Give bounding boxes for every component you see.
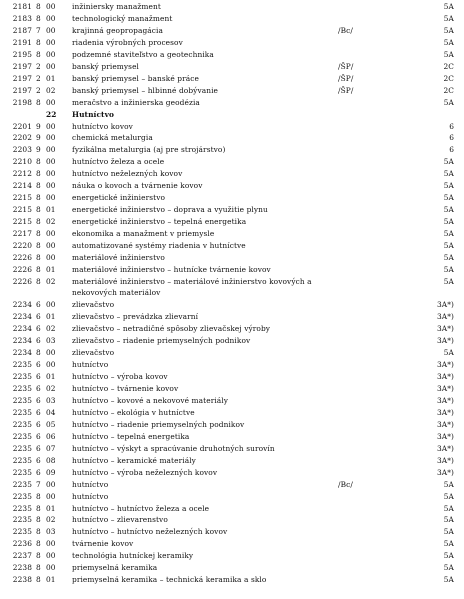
list-item bbox=[0, 204, 464, 216]
field-code: 2214 bbox=[12, 181, 32, 191]
list-item bbox=[0, 455, 464, 467]
degree-label: /ŠP/ bbox=[338, 85, 354, 95]
field-subcode: 02 bbox=[46, 324, 56, 334]
list-item bbox=[0, 503, 464, 515]
level-code: 5A bbox=[443, 25, 454, 35]
field-subcode: 03 bbox=[46, 395, 56, 405]
field-subcode: 01 bbox=[46, 73, 56, 83]
field-code: 2197 bbox=[12, 85, 32, 95]
field-subcode: 00 bbox=[46, 61, 56, 71]
field-code: 2198 bbox=[12, 97, 32, 107]
level-code: 5A bbox=[443, 563, 454, 573]
field-name: hutníctvo – hutníctvo železa a ocele bbox=[72, 503, 210, 513]
field-subcode: 00 bbox=[46, 97, 56, 107]
field-name: hutníctvo – keramické materiály bbox=[72, 455, 196, 465]
field-subcode: 00 bbox=[46, 49, 56, 59]
field-subcode: 01 bbox=[46, 503, 56, 513]
list-item bbox=[0, 168, 464, 180]
list-item bbox=[0, 97, 464, 109]
field-name: zlievačstvo – netradičné spôsoby zlievačskej výroby bbox=[72, 324, 271, 334]
field-digit: 8 bbox=[36, 229, 41, 239]
field-digit: 6 bbox=[36, 384, 41, 393]
field-name: hutníctvo – výroba neželezných kovov bbox=[72, 467, 218, 477]
field-code: 2234 bbox=[12, 300, 32, 310]
level-code: 3A*) bbox=[436, 395, 454, 405]
level-code: 3A*) bbox=[436, 443, 454, 453]
list-item bbox=[0, 562, 464, 574]
list-item bbox=[0, 431, 464, 443]
field-code: 2197 bbox=[12, 61, 32, 71]
level-code: 5A bbox=[443, 491, 454, 501]
list-item bbox=[0, 467, 464, 479]
field-code: 2234 bbox=[12, 312, 32, 322]
field-name: hutníctvo – kovové a nekovové materiály bbox=[72, 395, 229, 405]
field-code: 2212 bbox=[12, 169, 32, 179]
field-digit: 2 bbox=[36, 85, 41, 95]
list-item bbox=[0, 240, 464, 252]
field-code: 2235 bbox=[12, 467, 32, 477]
level-code: 6 bbox=[449, 133, 454, 143]
list-item bbox=[0, 347, 464, 359]
list-item bbox=[0, 61, 464, 73]
field-name: energetické inžinierstvo – tepelná energetika bbox=[72, 217, 247, 227]
field-digit: 8 bbox=[36, 551, 41, 561]
field-name: hutníctvo – výskyt a spracúvanie druhotných surovín bbox=[72, 443, 275, 453]
list-item bbox=[0, 25, 464, 37]
field-digit: 9 bbox=[36, 145, 41, 155]
level-code: 5A bbox=[443, 157, 454, 167]
field-subcode: 02 bbox=[46, 515, 56, 525]
field-name: priemyselná keramika – technická keramika a sklo bbox=[72, 575, 267, 585]
field-subcode: 00 bbox=[46, 348, 56, 358]
level-code: 3A*) bbox=[436, 384, 454, 393]
field-subcode: 01 bbox=[46, 312, 56, 322]
field-subcode: 00 bbox=[46, 563, 56, 573]
level-code: 5A bbox=[443, 205, 454, 215]
field-name: hutníctvo – hutníctvo neželezných kovov bbox=[72, 527, 228, 537]
level-code: 5A bbox=[443, 49, 454, 59]
field-subcode: 00 bbox=[46, 491, 56, 501]
field-subcode: 00 bbox=[46, 193, 56, 203]
list-item bbox=[0, 443, 464, 455]
field-name: hutníctvo – výroba kovov bbox=[72, 372, 168, 382]
field-name: hutníctvo kovov bbox=[72, 121, 133, 131]
field-name: podzemné staviteľstvo a geotechnika bbox=[72, 49, 214, 59]
list-item bbox=[0, 144, 464, 156]
field-digit: 6 bbox=[36, 395, 41, 405]
level-code: 3A*) bbox=[436, 455, 454, 465]
level-code: 2C bbox=[443, 61, 454, 71]
field-subcode: 00 bbox=[46, 181, 56, 191]
field-name: hutníctvo bbox=[72, 479, 109, 489]
field-digit: 8 bbox=[36, 169, 41, 179]
field-digit: 7 bbox=[36, 479, 41, 489]
level-code: 3A*) bbox=[436, 372, 454, 382]
field-digit: 8 bbox=[36, 527, 41, 537]
field-digit: 6 bbox=[36, 372, 41, 382]
level-code: 5A bbox=[443, 252, 454, 262]
field-code: 2235 bbox=[12, 527, 32, 537]
field-code: 2235 bbox=[12, 419, 32, 429]
field-subcode: 02 bbox=[46, 85, 56, 95]
field-code: 2235 bbox=[12, 395, 32, 405]
level-code: 5A bbox=[443, 575, 454, 585]
field-name: fyzikálna metalurgia (aj pre strojárstvo) bbox=[72, 145, 226, 155]
field-code: 2215 bbox=[12, 217, 32, 227]
field-code: 2202 bbox=[12, 133, 32, 143]
field-code: 2197 bbox=[12, 73, 32, 83]
field-digit: 6 bbox=[36, 312, 41, 322]
field-name: tvárnenie kovov bbox=[72, 539, 134, 549]
field-subcode: 02 bbox=[46, 276, 56, 286]
field-subcode: 00 bbox=[46, 2, 56, 11]
list-item bbox=[0, 49, 464, 61]
field-name: Hutníctvo bbox=[72, 109, 114, 119]
field-digit: 8 bbox=[36, 13, 41, 23]
field-subcode: 00 bbox=[46, 241, 56, 250]
field-name: technologický manažment bbox=[72, 13, 173, 23]
field-digit: 2 bbox=[36, 73, 41, 83]
field-name: zlievačstvo – riadenie priemyselných podnikov bbox=[72, 336, 251, 346]
field-code: 2235 bbox=[12, 384, 32, 393]
field-digit: 22 bbox=[46, 109, 57, 119]
field-name: hutníctvo neželezných kovov bbox=[72, 169, 183, 179]
level-code: 6 bbox=[449, 121, 454, 131]
list-item bbox=[0, 252, 464, 264]
list-item bbox=[0, 156, 464, 168]
field-code: 2226 bbox=[12, 252, 32, 262]
field-code: 2215 bbox=[12, 193, 32, 203]
field-name: hutníctvo – tepelná energetika bbox=[72, 431, 190, 441]
field-name: chemická metalurgia bbox=[72, 133, 153, 143]
field-name: meračstvo a inžinierska geodézia bbox=[72, 97, 200, 107]
field-code: 2237 bbox=[12, 551, 32, 561]
field-code: 2187 bbox=[12, 25, 32, 35]
list-item bbox=[0, 13, 464, 25]
level-code: 6 bbox=[449, 145, 454, 155]
field-code: 2226 bbox=[12, 276, 32, 286]
field-name: banský priemysel bbox=[72, 61, 140, 71]
field-name: materiálové inžinierstvo bbox=[72, 252, 165, 262]
level-code: 5A bbox=[443, 527, 454, 537]
field-subcode: 04 bbox=[46, 407, 56, 417]
level-code: 3A*) bbox=[436, 336, 454, 346]
field-digit: 8 bbox=[36, 205, 41, 215]
level-code: 2C bbox=[443, 73, 454, 83]
field-digit: 6 bbox=[36, 300, 41, 310]
field-name: technológia hutníckej keramiky bbox=[72, 551, 194, 561]
field-code: 2191 bbox=[12, 37, 32, 47]
field-digit: 8 bbox=[36, 515, 41, 525]
field-digit: 6 bbox=[36, 360, 41, 370]
section-heading bbox=[0, 109, 464, 121]
field-subcode: 01 bbox=[46, 264, 56, 274]
field-code: 2235 bbox=[12, 360, 32, 370]
field-digit: 8 bbox=[36, 503, 41, 513]
field-digit: 7 bbox=[36, 25, 41, 35]
field-subcode: 00 bbox=[46, 229, 56, 239]
field-digit: 6 bbox=[36, 455, 41, 465]
list-item bbox=[0, 192, 464, 204]
field-digit: 8 bbox=[36, 2, 41, 11]
field-subcode: 01 bbox=[46, 575, 56, 585]
field-subcode: 02 bbox=[46, 384, 56, 393]
level-code: 5A bbox=[443, 241, 454, 250]
field-subcode: 00 bbox=[46, 539, 56, 549]
level-code: 5A bbox=[443, 348, 454, 358]
field-code: 2234 bbox=[12, 336, 32, 346]
field-name: priemyselná keramika bbox=[72, 563, 158, 573]
field-name: hutníctvo – zlievarenstvo bbox=[72, 515, 168, 525]
field-digit: 8 bbox=[36, 575, 41, 585]
field-digit: 6 bbox=[36, 443, 41, 453]
field-subcode: 09 bbox=[46, 467, 56, 477]
list-item bbox=[0, 299, 464, 311]
field-code: 2226 bbox=[12, 264, 32, 274]
field-digit: 8 bbox=[36, 217, 41, 227]
degree-label: /ŠP/ bbox=[338, 73, 354, 83]
field-subcode: 00 bbox=[46, 252, 56, 262]
level-code: 5A bbox=[443, 169, 454, 179]
field-name: materiálové inžinierstvo – hutnícke tvárnenie kovov bbox=[72, 264, 271, 274]
field-name: hutníctvo – riadenie priemyselných podnikov bbox=[72, 419, 245, 429]
field-code: 2220 bbox=[12, 241, 32, 250]
list-item bbox=[0, 407, 464, 419]
level-code: 5A bbox=[443, 479, 454, 489]
field-subcode: 00 bbox=[46, 37, 56, 47]
list-item bbox=[0, 85, 464, 97]
field-name: hutníctvo bbox=[72, 491, 109, 501]
field-subcode: 05 bbox=[46, 419, 56, 429]
field-subcode: 01 bbox=[46, 205, 56, 215]
field-code: 2235 bbox=[12, 515, 32, 525]
level-code: 5A bbox=[443, 276, 454, 286]
list-item bbox=[0, 574, 464, 586]
field-subcode: 00 bbox=[46, 133, 56, 143]
field-digit: 8 bbox=[36, 97, 41, 107]
field-code: 2235 bbox=[12, 455, 32, 465]
field-digit: 9 bbox=[36, 133, 41, 143]
field-code: 2235 bbox=[12, 503, 32, 513]
degree-label: /ŠP/ bbox=[338, 61, 354, 71]
level-code: 5A bbox=[443, 13, 454, 23]
list-item bbox=[0, 550, 464, 562]
field-digit: 8 bbox=[36, 276, 41, 286]
list-item bbox=[0, 264, 464, 276]
list-item bbox=[0, 1, 464, 13]
field-name: energetické inžinierstvo – doprava a využitie plynu bbox=[72, 205, 268, 215]
list-item bbox=[0, 311, 464, 323]
field-code: 2181 bbox=[12, 2, 32, 11]
field-subcode: 08 bbox=[46, 455, 56, 465]
field-subcode: 02 bbox=[46, 217, 56, 227]
field-digit: 8 bbox=[36, 348, 41, 358]
field-code: 2235 bbox=[12, 372, 32, 382]
field-digit: 6 bbox=[36, 419, 41, 429]
field-digit: 8 bbox=[36, 49, 41, 59]
list-item bbox=[0, 335, 464, 347]
field-subcode: 03 bbox=[46, 527, 56, 537]
field-digit: 6 bbox=[36, 336, 41, 346]
field-name: inžiniersky manažment bbox=[72, 2, 161, 11]
list-item bbox=[0, 491, 464, 503]
field-code: 2235 bbox=[12, 443, 32, 453]
field-subcode: 00 bbox=[46, 169, 56, 179]
degree-label: /Bc/ bbox=[338, 479, 353, 489]
level-code: 5A bbox=[443, 181, 454, 191]
list-item bbox=[0, 419, 464, 431]
list-item bbox=[0, 383, 464, 395]
field-digit: 6 bbox=[36, 324, 41, 334]
field-subcode: 00 bbox=[46, 551, 56, 561]
list-item bbox=[0, 371, 464, 383]
list-item bbox=[0, 479, 464, 491]
field-code: 2215 bbox=[12, 205, 32, 215]
field-digit: 8 bbox=[36, 157, 41, 167]
level-code: 5A bbox=[443, 503, 454, 513]
field-code: 2201 bbox=[12, 121, 32, 131]
list-item bbox=[0, 180, 464, 192]
field-name: materiálové inžinierstvo – materiálové inžinierstvo kovových a nekovových materiálov bbox=[72, 276, 312, 297]
level-code: 3A*) bbox=[436, 300, 454, 310]
field-subcode: 03 bbox=[46, 336, 56, 346]
field-digit: 8 bbox=[36, 241, 41, 250]
field-digit: 8 bbox=[36, 491, 41, 501]
field-subcode: 00 bbox=[46, 25, 56, 35]
level-code: 5A bbox=[443, 2, 454, 11]
field-subcode: 01 bbox=[46, 372, 56, 382]
field-digit: 8 bbox=[36, 37, 41, 47]
list-item bbox=[0, 276, 464, 299]
field-digit: 8 bbox=[36, 539, 41, 549]
list-item bbox=[0, 538, 464, 550]
field-name: zlievačstvo bbox=[72, 300, 115, 310]
field-digit: 8 bbox=[36, 181, 41, 191]
field-digit: 8 bbox=[36, 252, 41, 262]
list-item bbox=[0, 228, 464, 240]
list-item bbox=[0, 216, 464, 228]
field-digit: 6 bbox=[36, 431, 41, 441]
field-code: 2217 bbox=[12, 229, 32, 239]
field-code: 2235 bbox=[12, 491, 32, 501]
field-subcode: 07 bbox=[46, 443, 56, 453]
level-code: 5A bbox=[443, 551, 454, 561]
field-name: riadenia výrobných procesov bbox=[72, 37, 183, 47]
list-item bbox=[0, 395, 464, 407]
level-code: 5A bbox=[443, 97, 454, 107]
list-item bbox=[0, 514, 464, 526]
field-code: 2235 bbox=[12, 407, 32, 417]
level-code: 5A bbox=[443, 217, 454, 227]
field-digit: 6 bbox=[36, 407, 41, 417]
field-name: energetické inžinierstvo bbox=[72, 193, 166, 203]
field-subcode: 00 bbox=[46, 360, 56, 370]
field-code: 2234 bbox=[12, 324, 32, 334]
field-code: 2238 bbox=[12, 575, 32, 585]
level-code: 5A bbox=[443, 193, 454, 203]
field-digit: 2 bbox=[36, 61, 41, 71]
level-code: 3A*) bbox=[436, 324, 454, 334]
field-subcode: 00 bbox=[46, 157, 56, 167]
list-item bbox=[0, 132, 464, 144]
field-subcode: 00 bbox=[46, 145, 56, 155]
level-code: 2C bbox=[443, 85, 454, 95]
list-item bbox=[0, 121, 464, 133]
field-name: hutníctvo – ekológia v hutníctve bbox=[72, 407, 195, 417]
field-name: automatizované systémy riadenia v hutníctve bbox=[72, 241, 246, 250]
level-code: 3A*) bbox=[436, 312, 454, 322]
field-digit: 8 bbox=[36, 264, 41, 274]
field-code: 2210 bbox=[12, 157, 32, 167]
field-code: 2183 bbox=[12, 13, 32, 23]
field-name: krajinná geopropagácia bbox=[72, 25, 163, 35]
level-code: 5A bbox=[443, 229, 454, 239]
list-item bbox=[0, 359, 464, 371]
degree-label: /Bc/ bbox=[338, 25, 353, 35]
list-item bbox=[0, 37, 464, 49]
field-name: banský priemysel – banské práce bbox=[72, 73, 199, 83]
field-digit: 9 bbox=[36, 121, 41, 131]
field-code: 2203 bbox=[12, 145, 32, 155]
field-digit: 8 bbox=[36, 563, 41, 573]
field-code: 2195 bbox=[12, 49, 32, 59]
field-name: hutníctvo železa a ocele bbox=[72, 157, 165, 167]
level-code: 5A bbox=[443, 37, 454, 47]
field-code: 2234 bbox=[12, 348, 32, 358]
level-code: 5A bbox=[443, 515, 454, 525]
field-code: 2238 bbox=[12, 563, 32, 573]
field-subcode: 06 bbox=[46, 431, 56, 441]
field-name: hutníctvo – tvárnenie kovov bbox=[72, 384, 179, 393]
field-digit: 8 bbox=[36, 193, 41, 203]
field-digit: 6 bbox=[36, 467, 41, 477]
list-item bbox=[0, 73, 464, 85]
level-code: 3A*) bbox=[436, 431, 454, 441]
field-name: banský priemysel – hlbinné dobývanie bbox=[72, 85, 219, 95]
field-name: hutníctvo bbox=[72, 360, 109, 370]
field-name: náuka o kovoch a tvárnenie kovov bbox=[72, 181, 203, 191]
field-subcode: 00 bbox=[46, 479, 56, 489]
field-name: zlievačstvo bbox=[72, 348, 115, 358]
level-code: 3A*) bbox=[436, 467, 454, 477]
list-item bbox=[0, 323, 464, 335]
field-code: 2235 bbox=[12, 431, 32, 441]
field-code: 2235 bbox=[12, 479, 32, 489]
level-code: 3A*) bbox=[436, 419, 454, 429]
list-item bbox=[0, 526, 464, 538]
level-code: 5A bbox=[443, 539, 454, 549]
field-name: zlievačstvo – prevádzka zlievarní bbox=[72, 312, 199, 322]
field-code: 2236 bbox=[12, 539, 32, 549]
field-subcode: 00 bbox=[46, 300, 56, 310]
level-code: 5A bbox=[443, 264, 454, 274]
field-subcode: 00 bbox=[46, 13, 56, 23]
field-subcode: 00 bbox=[46, 121, 56, 131]
field-name: ekonomika a manažment v priemysle bbox=[72, 229, 215, 239]
level-code: 3A*) bbox=[436, 407, 454, 417]
level-code: 3A*) bbox=[436, 360, 454, 370]
